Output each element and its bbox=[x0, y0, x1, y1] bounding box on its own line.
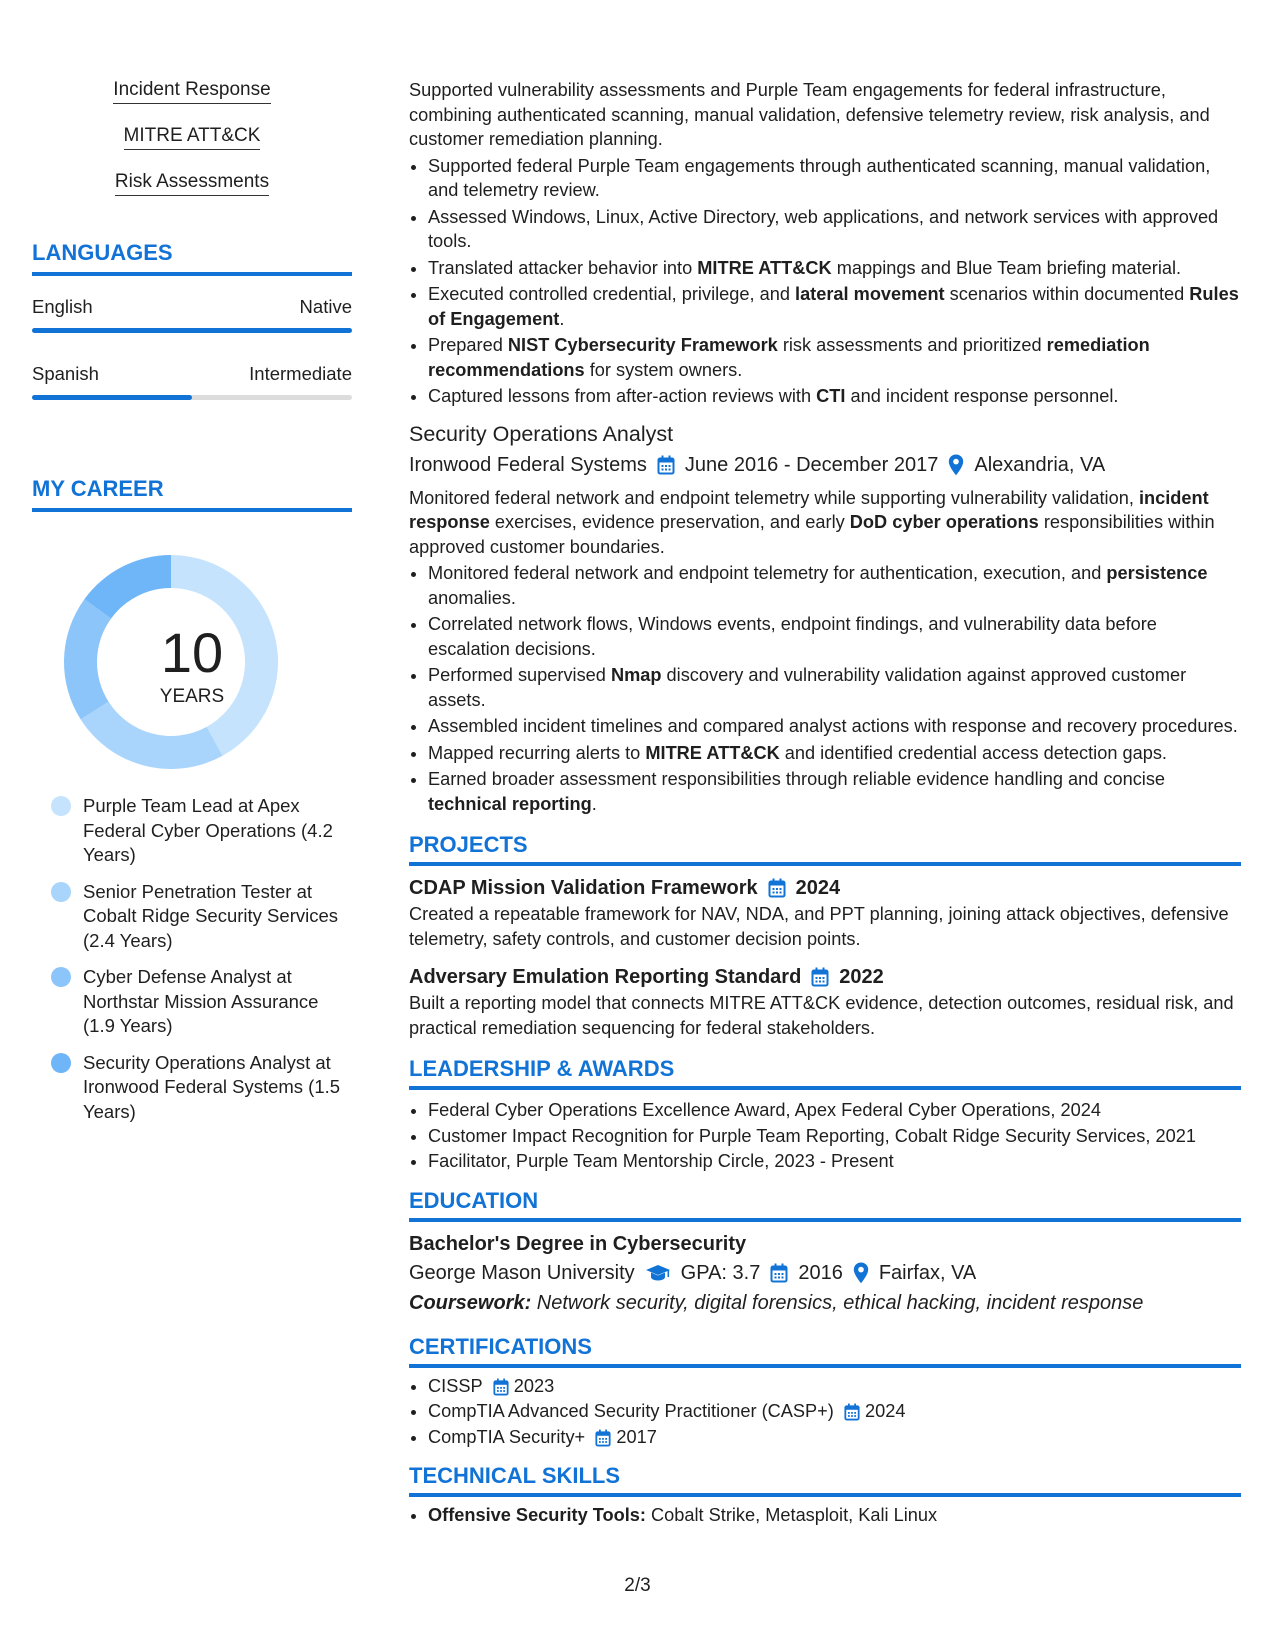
project-year: 2024 bbox=[795, 877, 841, 899]
calendar-icon bbox=[493, 1378, 509, 1396]
list-item bbox=[428, 1399, 1241, 1424]
cert-name: CompTIA Security+ bbox=[428, 1426, 586, 1447]
graduation-year: 2016 bbox=[798, 1261, 843, 1284]
location-pin-icon bbox=[948, 454, 964, 476]
list-item bbox=[428, 1503, 1241, 1528]
legend-dot bbox=[51, 882, 71, 902]
career-total-number: 10 bbox=[160, 621, 224, 684]
graduation-cap-icon bbox=[645, 1263, 671, 1283]
legend-label: Purple Team Lead at Apex Federal Cyber Operations (4.2 Years) bbox=[83, 795, 333, 865]
career-section bbox=[32, 476, 352, 1124]
education-heading: EDUCATION bbox=[409, 1188, 1241, 1222]
legend-item bbox=[32, 880, 352, 954]
language-level: Native bbox=[299, 296, 352, 317]
list-item: • Customer Impact Recognition for Purple Team Reporting, Cobalt Ridge Security Services, 2021 bbox=[428, 1124, 1241, 1149]
language-bar bbox=[32, 395, 352, 400]
cert-year: 2023 bbox=[513, 1375, 555, 1396]
career-legend bbox=[32, 794, 352, 1124]
project-title: Adversary Emulation Reporting Standard bbox=[409, 966, 802, 988]
page-number: 2/3 bbox=[624, 1575, 651, 1596]
cert-name: CISSP bbox=[428, 1375, 483, 1396]
list-item: • Correlated network flows, Windows events, endpoint findings, and vulnerability data before escalation decisions. bbox=[428, 612, 1241, 661]
cert-year: 2024 bbox=[865, 1401, 906, 1421]
job-location: Alexandria, VA bbox=[974, 453, 1106, 476]
legend-dot bbox=[51, 796, 71, 816]
job-bullets bbox=[409, 561, 1241, 816]
list-item: • Assembled incident timelines and compared analyst actions with response and recovery procedures. bbox=[428, 714, 1241, 739]
donut-slice bbox=[81, 702, 223, 769]
language-name: Spanish bbox=[32, 363, 99, 384]
list-item: • Supported federal Purple Team engagements through authenticated scanning, manual validation, and telemetry review. bbox=[428, 154, 1241, 203]
skills-list bbox=[409, 1503, 1241, 1528]
list-item: • Captured lessons from after-action reviews with CTI and incident response personnel. bbox=[428, 384, 1241, 409]
job-summary: Monitored federal network and endpoint telemetry while supporting vulnerability validation, incident response exercises, evidence preservation, and early DoD cyber operations responsibilities within approved customer boundaries. bbox=[409, 487, 1215, 557]
skills-heading: TECHNICAL SKILLS bbox=[409, 1463, 1241, 1497]
language-level: Intermediate bbox=[249, 363, 352, 384]
project-description: Built a reporting model that connects MITRE ATT&CK evidence, detection outcomes, residual risk, and practical remediation sequencing for federal stakeholders. bbox=[409, 993, 1234, 1038]
cert-name: CompTIA Advanced Security Practitioner (CASP+) bbox=[428, 1401, 834, 1421]
skill-tag: MITRE ATT&CK bbox=[124, 126, 261, 150]
calendar-icon bbox=[770, 1263, 788, 1283]
skill-tag: Incident Response bbox=[113, 80, 270, 104]
legend-dot bbox=[51, 1053, 71, 1073]
job-dates: June 2016 - December 2017 bbox=[684, 453, 939, 476]
list-item: • Prepared NIST Cybersecurity Framework risk assessments and prioritized remediation recommendations for system owners. bbox=[428, 333, 1241, 382]
skill-tags bbox=[32, 80, 352, 218]
calendar-icon bbox=[844, 1403, 860, 1421]
skills-section bbox=[409, 1463, 1241, 1528]
career-donut bbox=[32, 512, 352, 772]
languages-section bbox=[32, 240, 352, 400]
calendar-icon bbox=[811, 967, 829, 987]
list-item: • Performed supervised Nmap discovery and vulnerability validation against approved customer assets. bbox=[428, 663, 1241, 712]
gpa: GPA: 3.7 bbox=[680, 1261, 761, 1284]
project-item bbox=[409, 963, 1241, 1040]
education-meta bbox=[409, 1258, 1241, 1288]
degree-title: Bachelor's Degree in Cybersecurity bbox=[409, 1232, 747, 1255]
skill-label: Offensive Security Tools: bbox=[428, 1505, 646, 1525]
job-title: Security Operations Analyst bbox=[409, 421, 674, 446]
list-item bbox=[428, 1425, 1241, 1450]
languages-heading: LANGUAGES bbox=[32, 240, 352, 276]
sidebar bbox=[32, 80, 352, 1124]
location-pin-icon bbox=[853, 1262, 869, 1284]
list-item: • Monitored federal network and endpoint telemetry for authentication, execution, and persistence anomalies. bbox=[428, 561, 1241, 610]
calendar-icon bbox=[768, 878, 786, 898]
project-title: CDAP Mission Validation Framework bbox=[409, 877, 758, 899]
job-company: Ironwood Federal Systems bbox=[409, 453, 647, 476]
list-item: • Assessed Windows, Linux, Active Directory, web applications, and network services with approved tools. bbox=[428, 205, 1241, 254]
job-entry bbox=[409, 419, 1241, 817]
certifications-section bbox=[409, 1334, 1241, 1450]
list-item: • Facilitator, Purple Team Mentorship Circle, 2023 - Present bbox=[428, 1149, 1241, 1174]
coursework-label: Coursework: bbox=[409, 1291, 532, 1314]
skill-tag: Risk Assessments bbox=[115, 172, 269, 196]
legend-label: Cyber Defense Analyst at Northstar Mission Assurance (1.9 Years) bbox=[83, 966, 319, 1036]
awards-heading: LEADERSHIP & AWARDS bbox=[409, 1056, 1241, 1090]
language-item bbox=[32, 296, 352, 333]
language-bar-fill bbox=[32, 328, 352, 333]
calendar-icon bbox=[657, 455, 675, 475]
prev-job-bullets bbox=[409, 154, 1241, 409]
legend-label: Senior Penetration Tester at Cobalt Ridge Security Services (2.4 Years) bbox=[83, 880, 338, 951]
projects-heading: PROJECTS bbox=[409, 832, 1241, 866]
main-content bbox=[409, 78, 1241, 1530]
language-item bbox=[32, 363, 352, 400]
list-item bbox=[428, 1374, 1241, 1399]
career-total-unit: YEARS bbox=[159, 686, 225, 707]
list-item: • Earned broader assessment responsibilities through reliable evidence handling and concise technical reporting. bbox=[428, 767, 1241, 816]
legend-item bbox=[32, 1051, 352, 1125]
list-item: • Federal Cyber Operations Excellence Award, Apex Federal Cyber Operations, 2024 bbox=[428, 1098, 1241, 1123]
certifications-list bbox=[409, 1374, 1241, 1450]
list-item: • Executed controlled credential, privilege, and lateral movement scenarios within documented Rules of Engagement. bbox=[428, 282, 1241, 331]
list-item: • Mapped recurring alerts to MITRE ATT&CK and identified credential access detection gaps. bbox=[428, 741, 1241, 766]
language-bar-fill bbox=[32, 395, 192, 400]
project-year: 2022 bbox=[839, 966, 884, 988]
coursework bbox=[409, 1288, 1241, 1318]
project-description: Created a repeatable framework for NAV, NDA, and PPT planning, joining attack objectives, defensive telemetry, safety controls, and customer decision points. bbox=[409, 904, 1229, 949]
career-heading: MY CAREER bbox=[32, 476, 352, 512]
awards-section bbox=[409, 1056, 1241, 1174]
prev-job-summary: Supported vulnerability assessments and Purple Team engagements for federal infrastructure, combining authenticated scanning, manual validation, defensive telemetry review, risk analysis, and customer remediation planning. bbox=[409, 80, 1210, 149]
school-name: George Mason University bbox=[409, 1261, 635, 1284]
education-section bbox=[409, 1188, 1241, 1318]
legend-item bbox=[32, 794, 352, 868]
job-meta bbox=[409, 450, 1241, 480]
projects-section bbox=[409, 832, 1241, 1040]
language-name: English bbox=[32, 296, 93, 317]
calendar-icon bbox=[595, 1429, 611, 1447]
language-bar bbox=[32, 328, 352, 333]
school-location: Fairfax, VA bbox=[878, 1261, 977, 1284]
list-item: • Translated attacker behavior into MITRE ATT&CK mappings and Blue Team briefing material. bbox=[428, 256, 1241, 281]
certifications-heading: CERTIFICATIONS bbox=[409, 1334, 1241, 1368]
project-item bbox=[409, 874, 1241, 951]
legend-label: Security Operations Analyst at Ironwood Federal Systems (1.5 Years) bbox=[83, 1051, 341, 1122]
skill-value: Cobalt Strike, Metasploit, Kali Linux bbox=[645, 1505, 938, 1525]
cert-year: 2017 bbox=[616, 1426, 657, 1447]
legend-dot bbox=[51, 967, 71, 987]
coursework-list: Network security, digital forensics, ethical hacking, incident response bbox=[531, 1291, 1144, 1314]
legend-item bbox=[32, 965, 352, 1039]
awards-list bbox=[409, 1098, 1241, 1174]
